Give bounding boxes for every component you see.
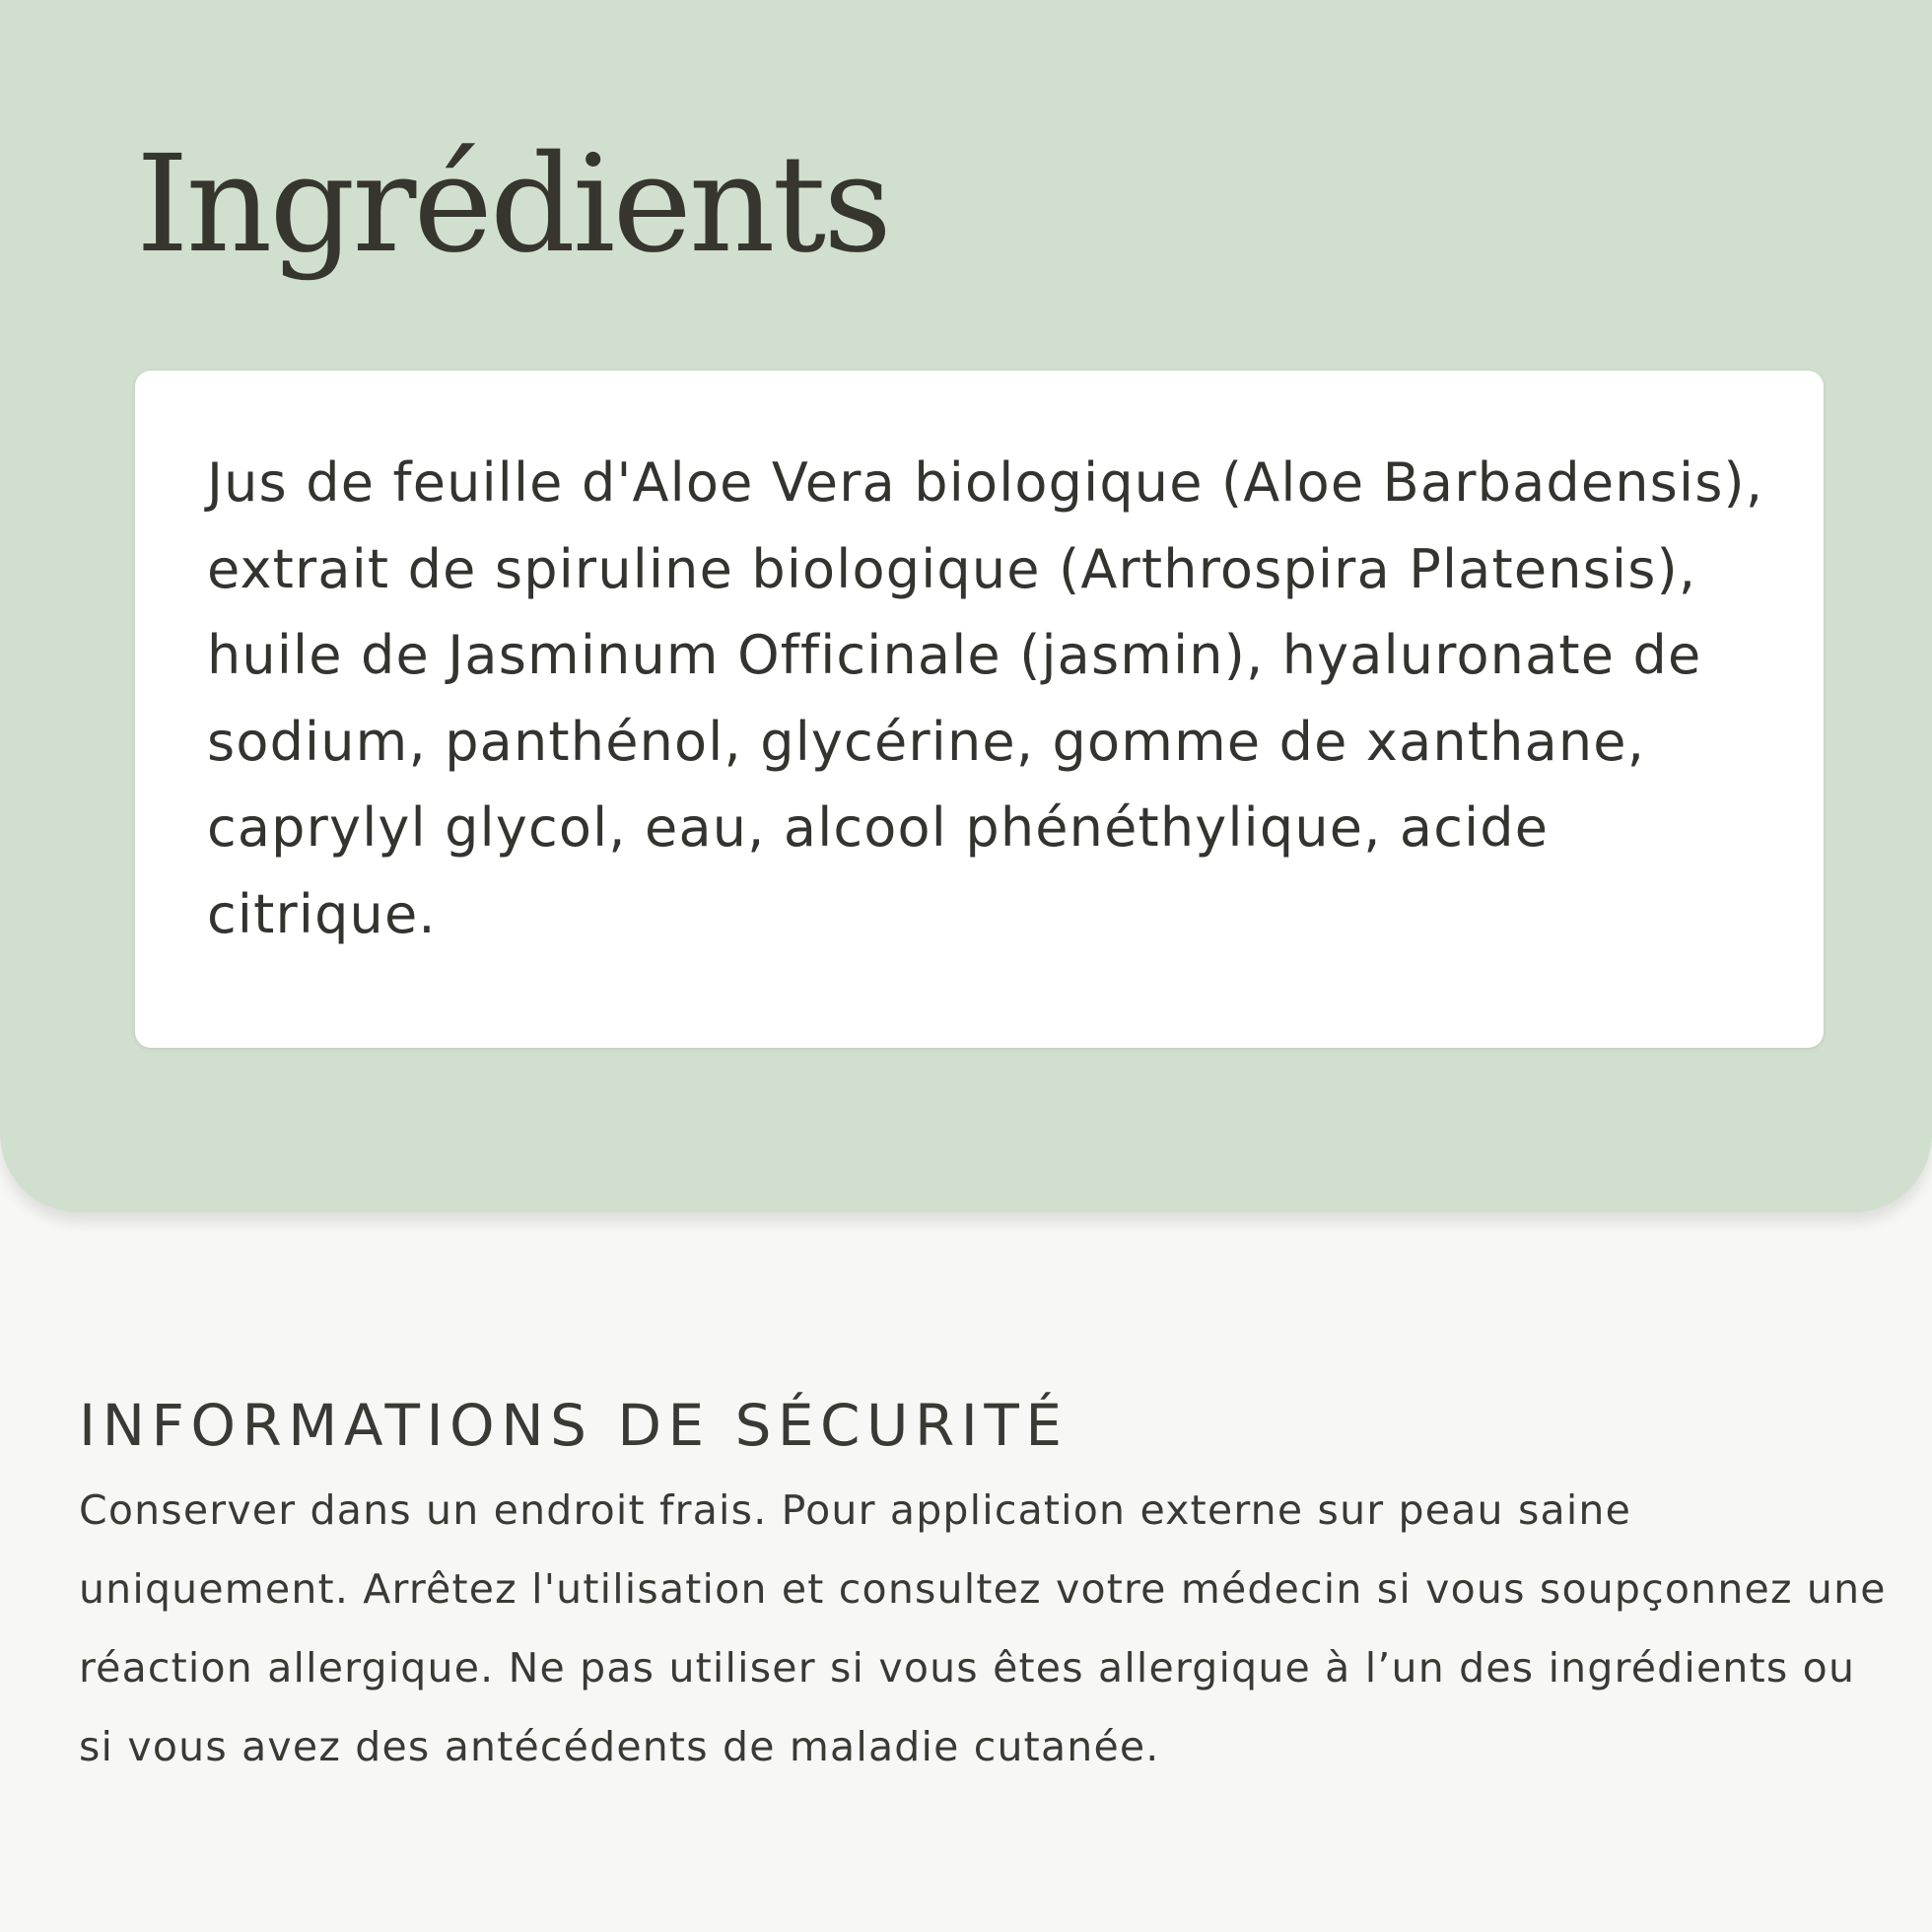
- safety-text: Conserver dans un endroit frais. Pour application externe sur peau saine uniquement. Arrêtez l'utilisation et consultez votre médecin si vous soupçonnez une réaction allergique. Ne pas utiliser si vous êtes allergique à l’un des ingrédients ou si vous avez des antécédents de maladie cutanée.: [79, 1486, 1887, 1770]
- safety-heading: INFORMATIONS DE SÉCURITÉ: [79, 1392, 1069, 1459]
- ingredients-card: [135, 371, 1824, 1048]
- ingredients-list-text: Jus de feuille d'Aloe Vera biologique (Aloe Barbadensis), extrait de spiruline biologique (Arthrospira Platensis), huile de Jasminum Officinale (jasmin), hyaluronate de sodium, panthénol, glycérine, gomme de xanthane, caprylyl glycol, eau, alcool phénéthylique, acide citrique.: [207, 451, 1764, 945]
- ingredients-title: Ingrédients: [136, 127, 889, 283]
